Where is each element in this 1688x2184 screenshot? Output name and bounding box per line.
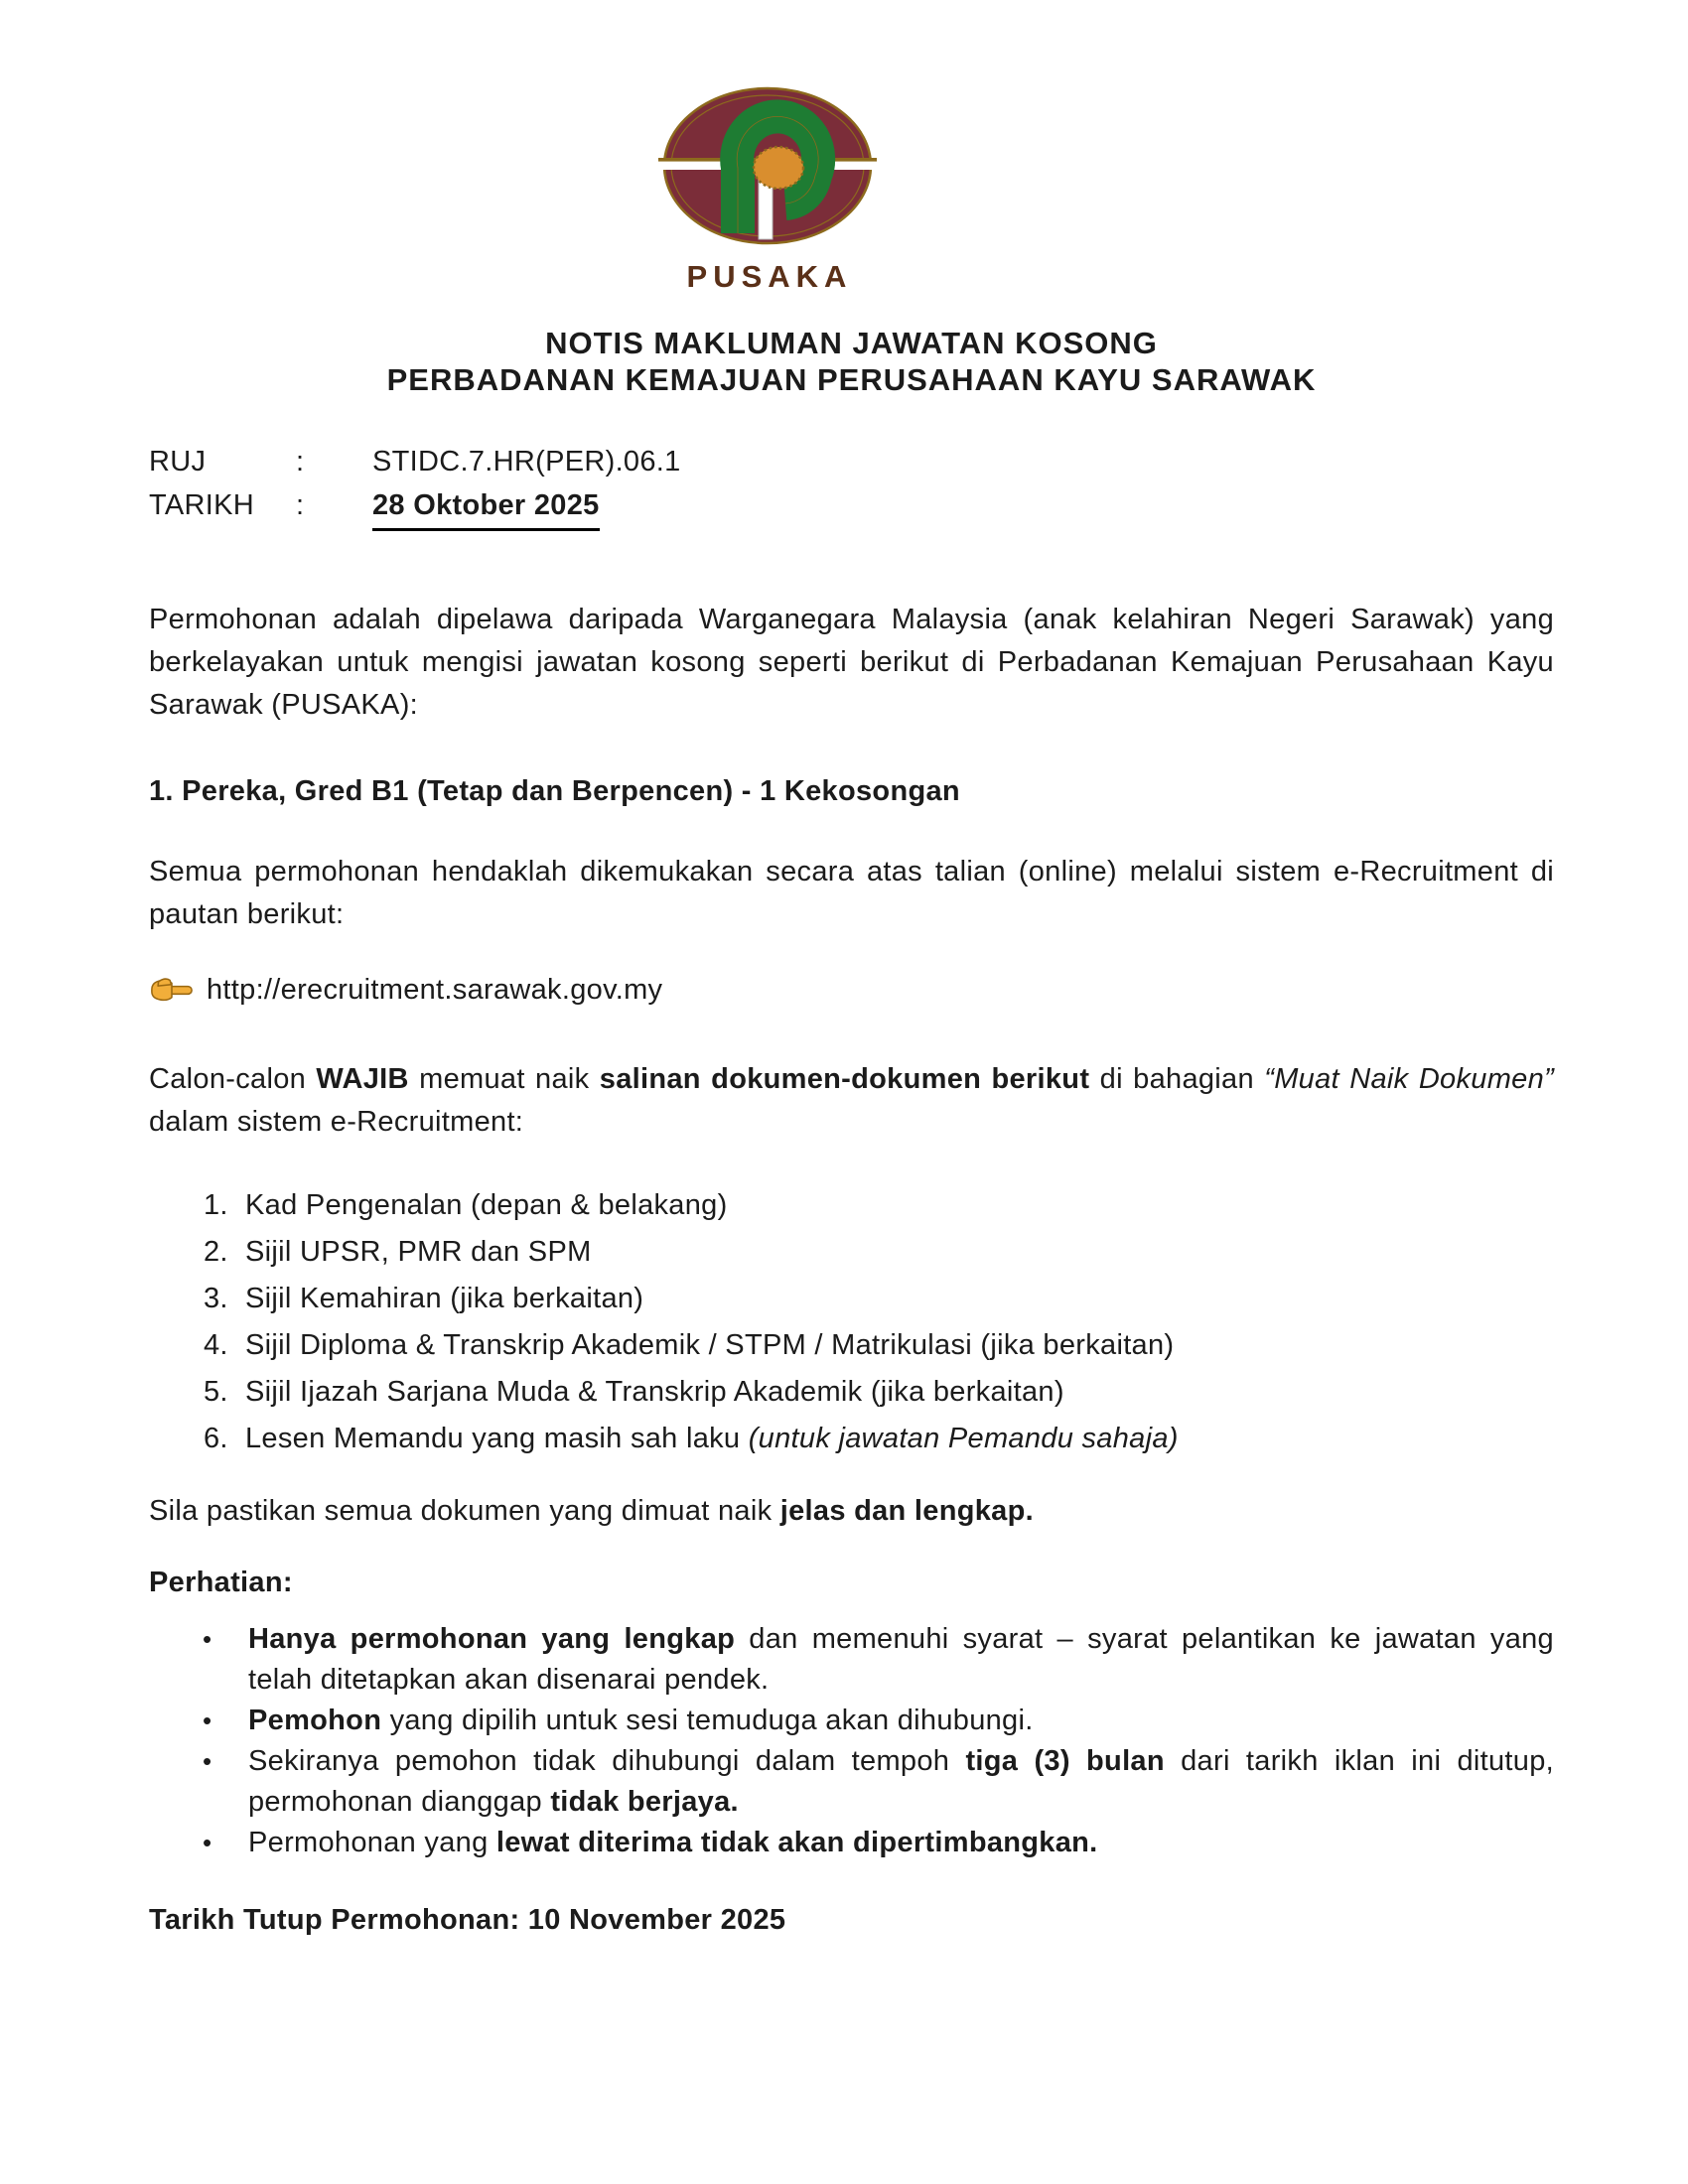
list-item [149, 1276, 1554, 1322]
ref-label: RUJ [149, 446, 207, 478]
list-item [149, 1322, 1554, 1369]
note-text: Permohonan yang lewat diterima tidak akan dipertimbangkan. [248, 1827, 1098, 1858]
attention-list [149, 1619, 1554, 1863]
reference-row [149, 440, 1554, 483]
date-label: TARIKH [149, 489, 254, 521]
pusaka-emblem-icon [658, 84, 877, 249]
list-text: Sijil UPSR, PMR dan SPM [245, 1236, 592, 1268]
note-text: Hanya permohonan yang lengkap dan memenuhi syarat – syarat pelantikan ke jawatan yang telah ditetapkan akan disenarai pendek. [248, 1623, 1554, 1696]
notice-title-line2: PERBADANAN KEMAJUAN PERUSAHAAN KAYU SARAWAK [386, 362, 1317, 397]
link-row [149, 968, 1554, 1012]
notice-title-line1: NOTIS MAKLUMAN JAWATAN KOSONG [545, 326, 1158, 360]
list-item [149, 1369, 1554, 1416]
list-number: 5. [204, 1376, 228, 1408]
list-item [149, 1619, 1554, 1701]
reference-block [149, 440, 1554, 531]
online-paragraph: Semua permohonan hendaklah dikemukakan secara atas talian (online) melalui sistem e-Recruitment di pautan berikut: [149, 856, 1554, 930]
upload-wajib: WAJIB [316, 1063, 409, 1095]
date-colon: : [296, 489, 305, 521]
date-row [149, 483, 1554, 531]
list-item [149, 1416, 1554, 1462]
note-text: Pemohon yang dipilih untuk sesi temuduga akan dihubungi. [248, 1705, 1034, 1736]
closing-line: Tarikh Tutup Permohonan: 10 November 2025 [149, 1904, 786, 1936]
bullet-icon: • [203, 1624, 212, 1654]
erecruitment-link[interactable]: http://erecruitment.sarawak.gov.my [207, 974, 663, 1006]
list-item [149, 1823, 1554, 1863]
list-text: Lesen Memandu yang masih sah laku (untuk jawatan Pemandu sahaja) [245, 1423, 1179, 1454]
upload-section-name: “Muat Naik Dokumen” [1264, 1063, 1554, 1095]
ref-value: STIDC.7.HR(PER).06.1 [372, 446, 681, 478]
list-number: 1. [204, 1189, 228, 1221]
ensure-bold: jelas dan lengkap. [779, 1495, 1034, 1527]
intro-paragraph: Permohonan adalah dipelawa daripada Warganegara Malaysia (anak kelahiran Negeri Sarawak) yang berkelayakan untuk mengisi jawatan kosong seperti berikut di Perbadanan Kemajuan Perusahaan Kayu Sarawak (PUSAKA): [149, 604, 1554, 721]
list-number: 6. [204, 1423, 228, 1454]
list-item [149, 1701, 1554, 1741]
list-text: Kad Pengenalan (depan & belakang) [245, 1189, 728, 1221]
ensure-line: Sila pastikan semua dokumen yang dimuat naik jelas dan lengkap. [149, 1495, 1034, 1527]
list-text: Sijil Kemahiran (jika berkaitan) [245, 1283, 644, 1314]
upload-text: dalam sistem e-Recruitment: [149, 1106, 524, 1138]
ref-colon: : [296, 446, 305, 478]
upload-text: di bahagian [1089, 1063, 1265, 1095]
list-number: 2. [204, 1236, 228, 1268]
list-item [149, 1741, 1554, 1823]
list-text-italic: (untuk jawatan Pemandu sahaja) [748, 1423, 1179, 1454]
bullet-icon: • [203, 1828, 212, 1857]
list-item [149, 1229, 1554, 1276]
pointing-hand-icon [149, 972, 195, 1008]
note-text: Sekiranya pemohon tidak dihubungi dalam tempoh tiga (3) bulan dari tarikh iklan ini ditutup, permohonan dianggap tidak berjaya. [248, 1745, 1554, 1818]
upload-docs-bold: salinan dokumen-dokumen berikut [599, 1063, 1090, 1095]
list-number: 3. [204, 1283, 228, 1314]
list-item [149, 1182, 1554, 1229]
vacancy-heading: 1. Pereka, Gred B1 (Tetap dan Berpencen) - 1 Kekosongan [149, 775, 960, 807]
pusaka-logo [657, 84, 878, 295]
upload-paragraph [149, 1058, 1554, 1144]
list-number: 4. [204, 1329, 228, 1361]
upload-text: Calon-calon [149, 1063, 317, 1095]
notice-title [149, 325, 1554, 398]
date-value: 28 Oktober 2025 [372, 483, 600, 531]
attention-heading: Perhatian: [149, 1567, 293, 1598]
bullet-icon: • [203, 1706, 212, 1735]
bullet-icon: • [203, 1746, 212, 1776]
list-text: Sijil Diploma & Transkrip Akademik / STPM / Matrikulasi (jika berkaitan) [245, 1329, 1175, 1361]
pusaka-wordmark: PUSAKA [686, 259, 853, 294]
upload-text: memuat naik [408, 1063, 600, 1095]
list-text: Sijil Ijazah Sarjana Muda & Transkrip Akademik (jika berkaitan) [245, 1376, 1064, 1408]
document-list [149, 1182, 1554, 1462]
